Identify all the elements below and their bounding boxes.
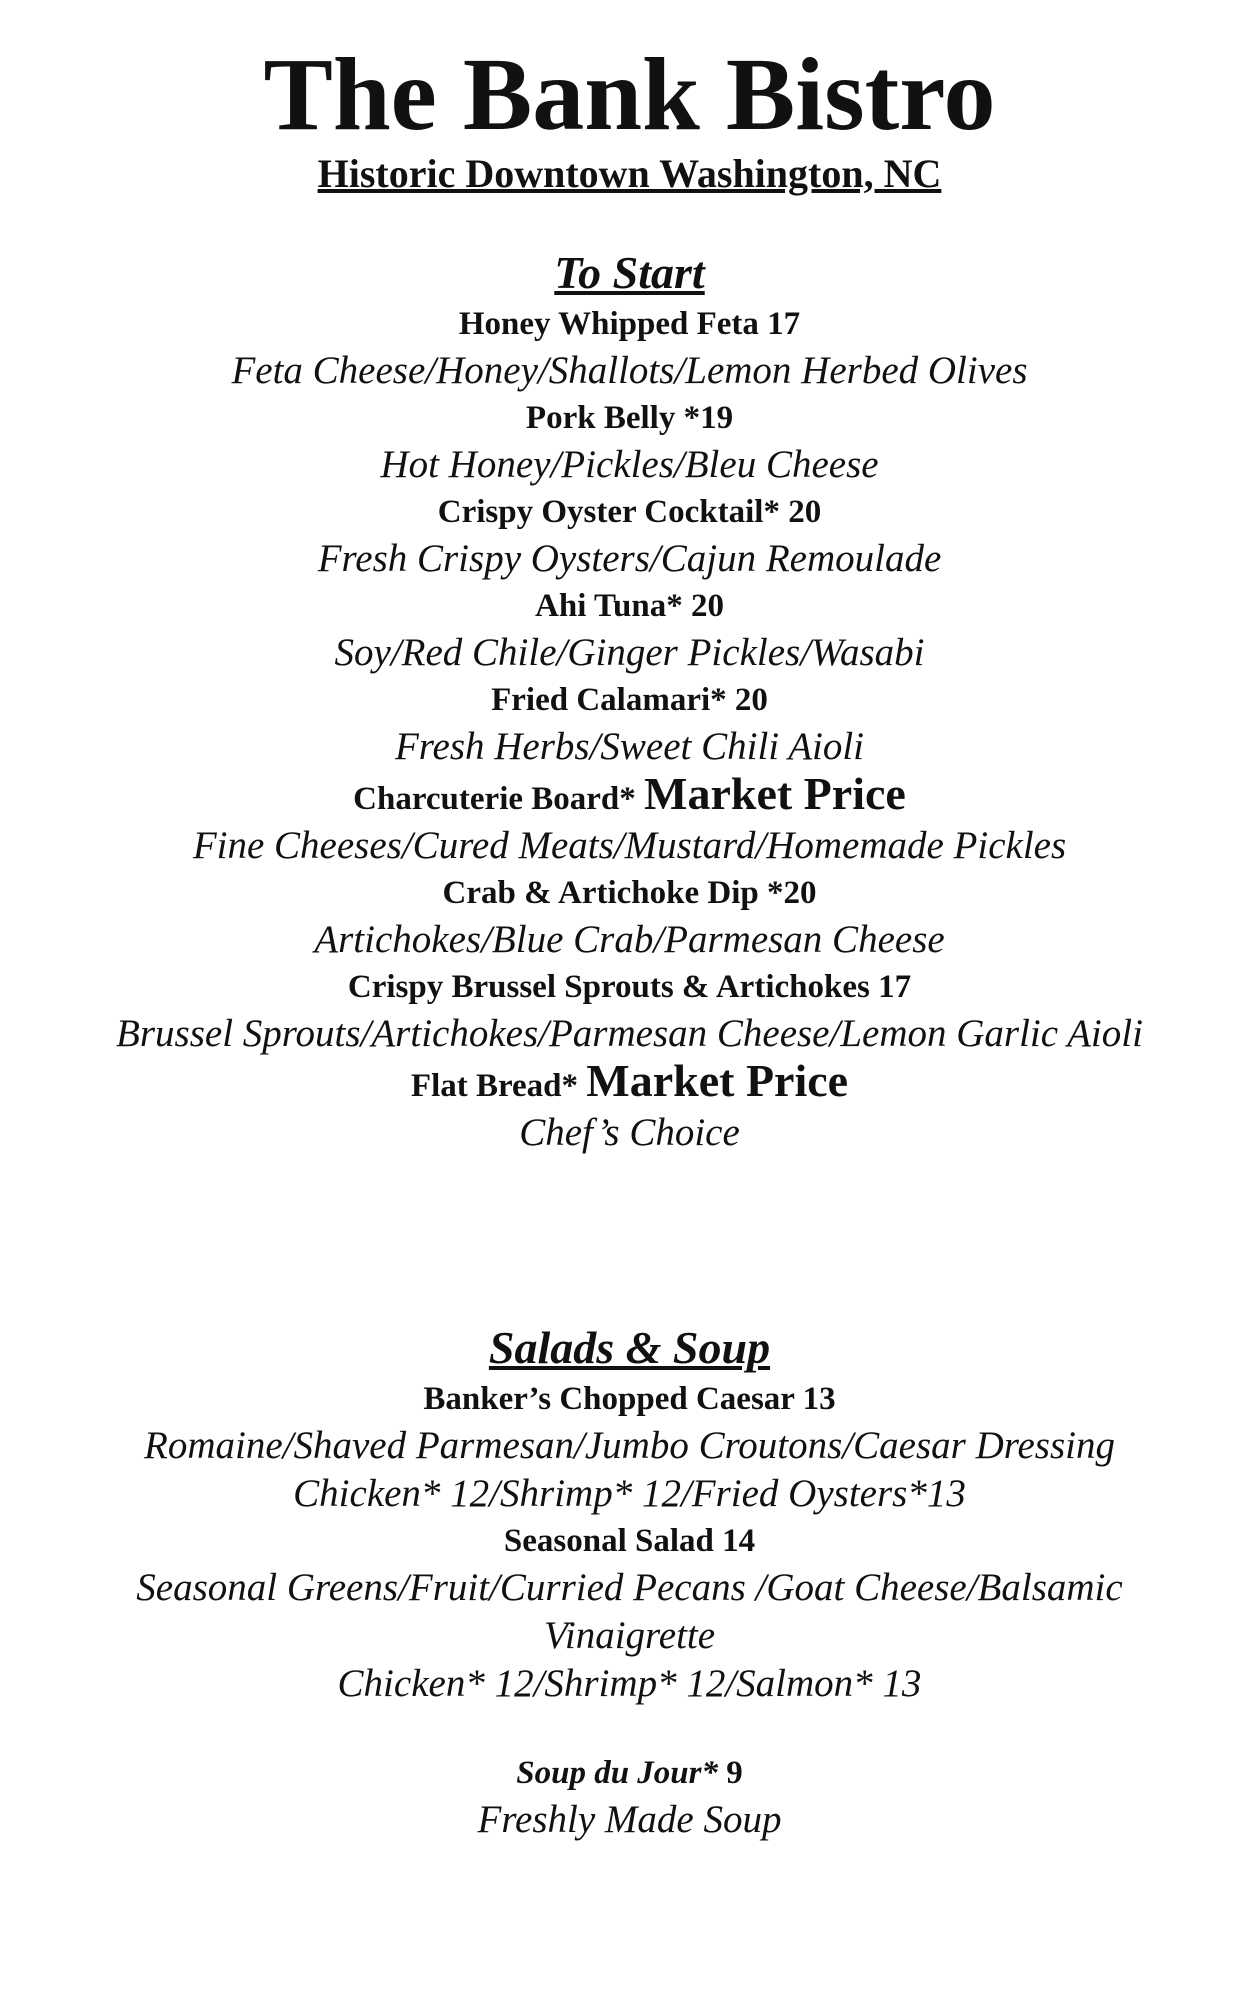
item-name: Soup du Jour* bbox=[516, 1755, 718, 1791]
menu-item-soup-du-jour bbox=[0, 1750, 1259, 1844]
menu-item-crab-artichoke-dip bbox=[0, 870, 1259, 964]
item-description: Chef’s Choice bbox=[519, 1111, 740, 1154]
item-name: Crispy Oyster Cocktail* 20 bbox=[437, 494, 822, 530]
restaurant-title: The Bank Bistro bbox=[263, 37, 996, 152]
menu-item-pork-belly bbox=[0, 395, 1259, 489]
item-description: Seasonal Greens/Fruit/Curried Pecans /Goat Cheese/Balsamic Vinaigrette bbox=[136, 1566, 1123, 1657]
item-addons: Chicken* 12/Shrimp* 12/Fried Oysters*13 bbox=[293, 1472, 966, 1515]
item-price: Market Price bbox=[586, 1055, 849, 1106]
item-price: 9 bbox=[718, 1755, 743, 1791]
item-name: Fried Calamari* 20 bbox=[491, 682, 768, 718]
item-name: Pork Belly *19 bbox=[525, 400, 734, 436]
item-name: Ahi Tuna* 20 bbox=[535, 588, 724, 624]
item-addons: Chicken* 12/Shrimp* 12/Salmon* 13 bbox=[337, 1662, 922, 1705]
menu-item-honey-whipped-feta bbox=[0, 301, 1259, 395]
item-name: Banker’s Chopped Caesar 13 bbox=[423, 1381, 836, 1417]
item-description: Artichokes/Blue Crab/Parmesan Cheese bbox=[314, 918, 945, 961]
item-description: Fresh Herbs/Sweet Chili Aioli bbox=[394, 725, 865, 768]
menu-item-flat-bread bbox=[0, 1055, 1259, 1157]
menu-item-crispy-brussel-sprouts bbox=[0, 964, 1259, 1058]
salads-soup-heading: Salads & Soup bbox=[488, 1322, 771, 1373]
item-description: Fresh Crispy Oysters/Cajun Remoulade bbox=[317, 537, 942, 580]
item-name-row bbox=[0, 1055, 1259, 1109]
to-start-heading: To Start bbox=[554, 247, 705, 298]
item-name: Crab & Artichoke Dip *20 bbox=[442, 875, 817, 911]
item-name: Flat Bread* bbox=[410, 1068, 587, 1104]
item-description: Hot Honey/Pickles/Bleu Cheese bbox=[380, 443, 879, 486]
item-name: Seasonal Salad 14 bbox=[503, 1523, 756, 1559]
item-name: Crispy Brussel Sprouts & Artichokes 17 bbox=[347, 969, 912, 1005]
restaurant-location: Historic Downtown Washington, NC bbox=[317, 151, 942, 196]
item-description: Feta Cheese/Honey/Shallots/Lemon Herbed Olives bbox=[231, 349, 1028, 392]
item-name: Honey Whipped Feta 17 bbox=[458, 306, 801, 342]
menu-item-fried-calamari bbox=[0, 677, 1259, 771]
menu-item-bankers-chopped-caesar bbox=[0, 1376, 1259, 1518]
item-name-row bbox=[0, 1750, 1259, 1796]
item-price: Market Price bbox=[644, 768, 906, 819]
item-description: Soy/Red Chile/Ginger Pickles/Wasabi bbox=[334, 631, 925, 674]
menu-item-charcuterie-board bbox=[0, 768, 1259, 870]
menu-item-crispy-oyster-cocktail bbox=[0, 489, 1259, 583]
menu-item-seasonal-salad bbox=[0, 1518, 1259, 1708]
menu-item-ahi-tuna bbox=[0, 583, 1259, 677]
item-description: Freshly Made Soup bbox=[477, 1798, 782, 1841]
item-description: Fine Cheeses/Cured Meats/Mustard/Homemade Pickles bbox=[192, 824, 1067, 867]
item-description: Romaine/Shaved Parmesan/Jumbo Croutons/Caesar Dressing bbox=[144, 1424, 1115, 1467]
to-start-section bbox=[0, 245, 1259, 1157]
item-description: Brussel Sprouts/Artichokes/Parmesan Cheese/Lemon Garlic Aioli bbox=[116, 1012, 1143, 1055]
item-name: Charcuterie Board* bbox=[353, 781, 645, 817]
salads-soup-section bbox=[0, 1320, 1259, 1844]
item-name-row bbox=[0, 768, 1259, 822]
